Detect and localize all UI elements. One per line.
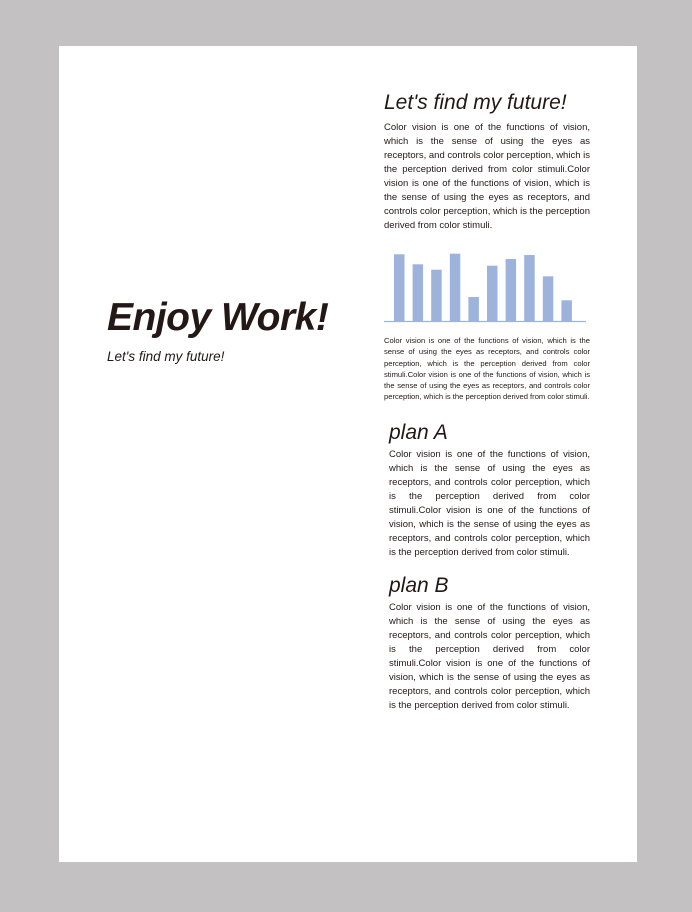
hero-subtitle: Let's find my future! (107, 349, 225, 364)
right-column (384, 91, 590, 713)
column-title: Let's find my future! (384, 91, 567, 114)
hero-title: Enjoy Work! (107, 296, 329, 339)
plan-a-title: plan A (389, 420, 448, 444)
chart-bar (524, 255, 535, 321)
chart-bar (506, 259, 516, 321)
intro-paragraph: Color vision is one of the functions of vision, which is the sense of using the eyes as receptors, and controls color perception, which is the perception derived from color stimuli.Color vision is one of the functions of vision, which is the sense of using the eyes as receptors, and controls color perception, which is the perception derived from color stimuli. (384, 122, 590, 231)
document-page (59, 46, 637, 862)
chart-bar (487, 266, 498, 321)
plan-a-body: Color vision is one of the functions of vision, which is the sense of using the eyes as receptors, and controls color perception, which is the perception derived from color stimuli.Color vision is one of the functions of vision, which is the sense of using the eyes as receptors, and controls color perception, which is the perception derived from color stimuli. (389, 448, 590, 558)
chart-bar (450, 254, 461, 321)
plan-a-section (384, 421, 590, 560)
chart-caption: Color vision is one of the functions of vision, which is the sense of using the eyes as receptors, and controls color perception, which is the perception derived from color stimuli.Color vision is one of the functions of vision, which is the sense of using the eyes as receptors, and controls color perception, which is the perception derived from color stimuli. (384, 336, 590, 402)
chart-bar (468, 297, 479, 321)
chart-bar (431, 270, 442, 321)
chart-bar (561, 300, 572, 321)
chart-bar (394, 254, 405, 321)
plan-b-title: plan B (389, 573, 449, 597)
chart-bar (413, 264, 424, 321)
bar-chart (384, 249, 586, 325)
chart-bar (543, 276, 554, 321)
plan-b-body: Color vision is one of the functions of vision, which is the sense of using the eyes as receptors, and controls color perception, which is the perception derived from color stimuli.Color vision is one of the functions of vision, which is the sense of using the eyes as receptors, and controls color perception, which is the perception derived from color stimuli. (389, 601, 590, 711)
plan-b-section (384, 574, 590, 713)
